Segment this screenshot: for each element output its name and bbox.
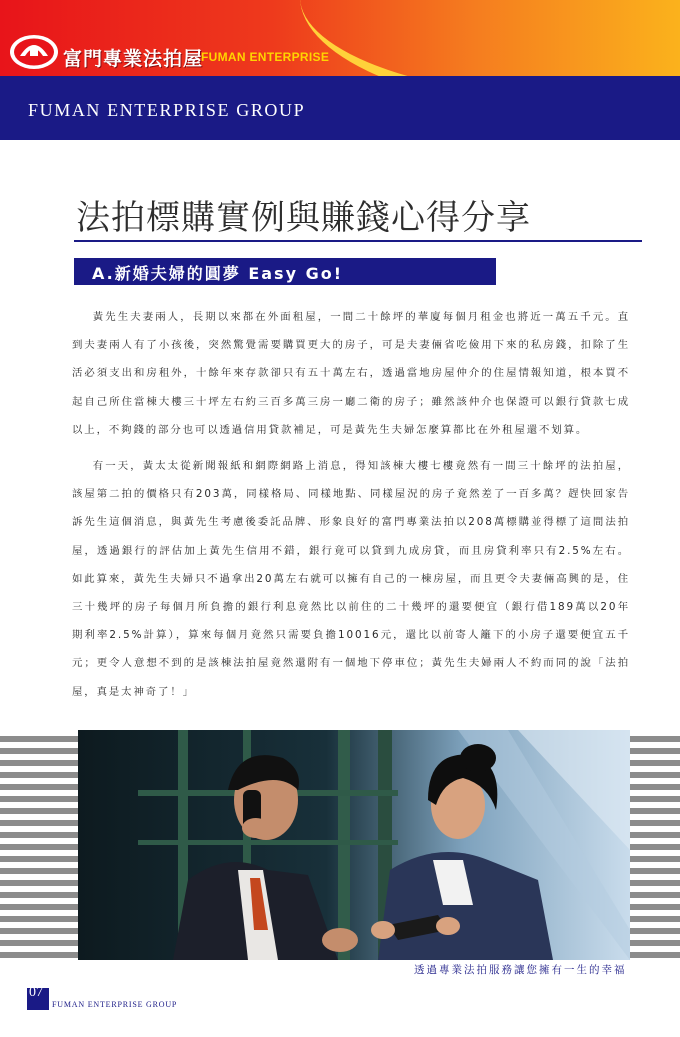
article-paragraph-1: 黃先生夫妻兩人，長期以來都在外面租屋，一間二十餘坪的華廈每個月租金也將近一萬五千元。直到夫妻兩人有了小孩後，突然驚覺需要購買更大的房子，可是夫妻倆省吃儉用下來的私房錢，扣除了生活必須支出和房租外，十餘年來存款卻只有五十萬左右，透過當地房屋仲介的住屋情報知道，根本買不起自己所住當棟大樓三十坪左右約三百多萬三房一廳二衛的房子；雖然該仲介也保證可以銀行貸款七成以上，不夠錢的部分也可以透過信用貸款補足，可是黃先生夫婦怎麼算都比在外租屋還不划算。 [72, 311, 630, 436]
left-stripe-decoration [0, 736, 78, 964]
fuman-logo-icon [8, 26, 60, 70]
section-heading-bar [74, 258, 496, 285]
brand-name-english: FUMAN ENTERPRISE [201, 50, 330, 64]
business-people-photo [78, 730, 630, 960]
group-name-bar [0, 76, 680, 140]
article-paragraph-2: 有一天，黃太太從新聞報紙和網際網路上消息，得知該棟大樓七樓竟然有一間三十餘坪的法拍屋，該屋第二拍的價格只有203萬，同樣格局、同樣地點、同樣屋況的房子竟然差了一百多萬？趕快回家告訴先生這個消息，與黃先生考慮後委託品牌、形象良好的富門專業法拍以208萬標購並得標了這間法拍屋，透過銀行的評估加上黃先生信用不錯，銀行竟可以貸到九成房貸，而且房貸利率只有2.5%左右。如此算來，黃先生夫婦只不過拿出20萬左右就可以擁有自己的一棟房屋，而且更令夫妻倆高興的是，住三十幾坪的房子每個月所負擔的銀行利息竟然比以前住的二十幾坪的還要便宜（銀行借189萬以20年期利率2.5%計算），算來每個月竟然只需要負擔10016元，還比以前寄人籬下的小房子還要便宜五千元；更令人意想不到的是該棟法拍屋竟然還附有一個地下停車位；黃先生夫婦兩人不約而同的說「法拍屋，真是太神奇了！」 [72, 460, 630, 698]
title-underline [74, 240, 642, 242]
group-name: FUMAN ENTERPRISE GROUP [28, 100, 306, 120]
brand-name-chinese: 富門專業法拍屋 [63, 48, 204, 70]
page-title: 法拍標購實例與賺錢心得分享 [76, 198, 531, 238]
banner-sweep-decoration [300, 0, 680, 76]
right-stripe-decoration [630, 736, 680, 964]
page-number: 07 [29, 985, 43, 1000]
photo-caption: 透過專業法拍服務讓您擁有一生的幸福 [414, 964, 627, 976]
page-number-box [27, 985, 49, 1010]
footer-group-name: FUMAN ENTERPRISE GROUP [52, 1000, 178, 1009]
section-heading: A.新婚夫婦的圓夢 Easy Go! [92, 264, 344, 283]
top-banner [0, 0, 680, 76]
